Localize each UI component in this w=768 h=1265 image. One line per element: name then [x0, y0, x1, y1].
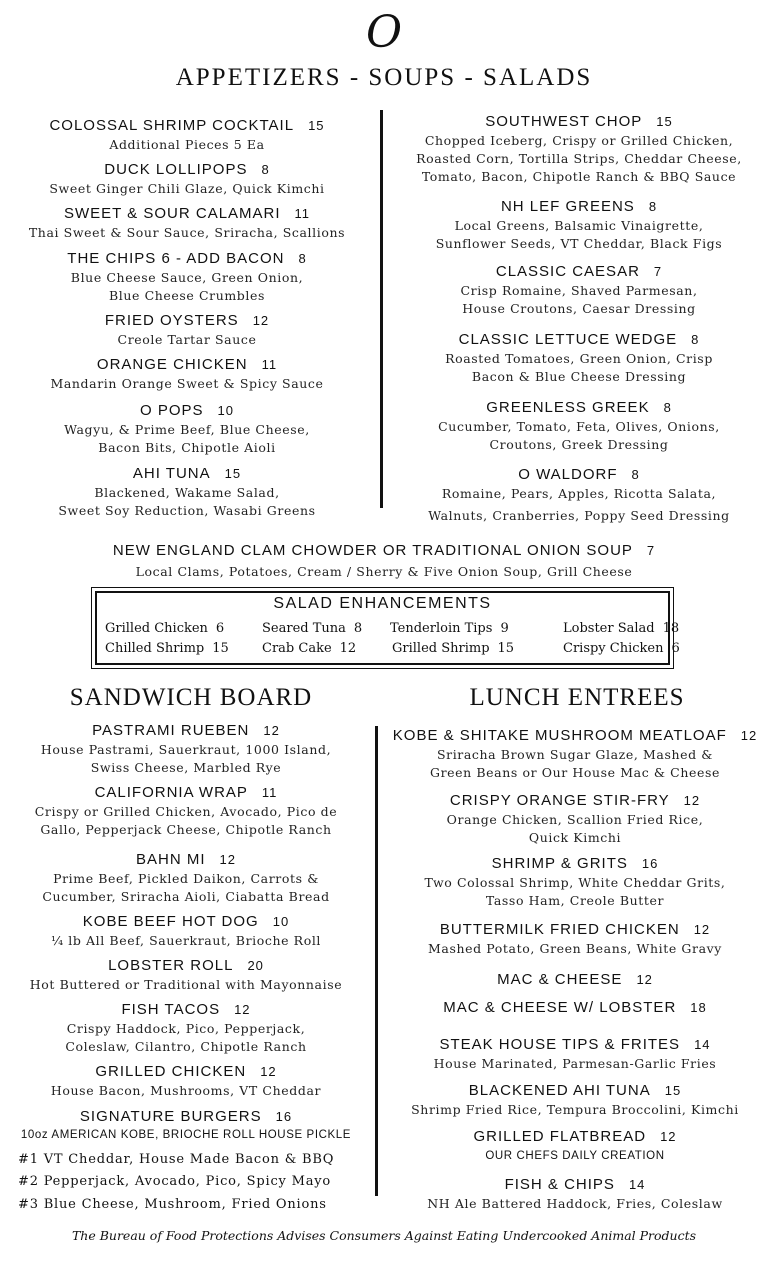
- item-price: 12: [252, 313, 270, 328]
- item-name: NEW ENGLAND CLAM CHOWDER OR TRADITIONAL ONION SOUP: [112, 542, 633, 559]
- menu-item: [0, 912, 372, 950]
- enhancement-item: [105, 641, 229, 656]
- item-desc: Mandarin Orange Sweet & Spicy Sauce: [50, 376, 324, 391]
- item-desc: Swiss Cheese, Marbled Rye: [90, 760, 282, 775]
- item-price: 16: [641, 856, 659, 871]
- item-name: SIGNATURE BURGERS: [79, 1108, 262, 1125]
- item-desc: Sriracha Brown Sugar Glaze, Mashed &: [436, 747, 714, 762]
- item-price: 8: [261, 162, 270, 177]
- item-desc: House Pastrami, Sauerkraut, 1000 Island,: [40, 742, 332, 757]
- lunch-entrees-title: LUNCH ENTREES: [469, 684, 685, 711]
- item-desc: Roasted Corn, Tortilla Strips, Cheddar Cheese,: [416, 151, 742, 166]
- food-safety-disclaimer: The Bureau of Food Protections Advises Consumers Against Eating Undercooked Animal Products: [71, 1228, 697, 1243]
- item-desc: Green Beans or Our House Mac & Cheese: [430, 765, 720, 780]
- item-price: 7: [653, 264, 663, 279]
- item-name: KOBE BEEF HOT DOG: [82, 913, 259, 930]
- item-price: 12: [234, 1002, 251, 1017]
- enhancement-name: Lobster Salad: [563, 621, 655, 636]
- burger-option: #1 VT Cheddar, House Made Bacon & BBQ: [18, 1152, 335, 1167]
- item-name: O POPS: [140, 402, 204, 419]
- enhancement-price: 6: [215, 621, 225, 636]
- enhancement-name: Chilled Shrimp: [105, 641, 205, 656]
- enhancement-item: [262, 641, 356, 656]
- enhancement-price: 15: [497, 641, 515, 656]
- item-name: CALIFORNIA WRAP: [94, 784, 248, 801]
- item-price: 12: [660, 1129, 677, 1144]
- menu-item: [384, 1175, 766, 1213]
- menu-item: [2, 464, 372, 520]
- item-price: 15: [224, 466, 242, 481]
- menu-item: [384, 1035, 766, 1073]
- enhancement-item: [105, 621, 224, 636]
- item-name: PASTRAMI RUEBEN: [92, 722, 250, 739]
- menu-item: [384, 1127, 766, 1162]
- item-desc: Thai Sweet & Sour Sauce, Sriracha, Scallions: [28, 225, 346, 240]
- menu-item: [2, 160, 372, 198]
- item-desc: Blackened, Wakame Salad,: [94, 485, 280, 500]
- item-desc: Crispy Haddock, Pico, Pepperjack,: [66, 1021, 306, 1036]
- item-desc: House Croutons, Caesar Dressing: [462, 301, 696, 316]
- item-desc: Bacon Bits, Chipotle Aioli: [98, 440, 276, 455]
- enhancement-name: Grilled Shrimp: [392, 641, 490, 656]
- item-desc: OUR CHEFS DAILY CREATION: [485, 1150, 665, 1162]
- burgers-subtitle: 10oz AMERICAN KOBE, BRIOCHE ROLL HOUSE PICKLE: [20, 1129, 352, 1141]
- enhancement-item: [563, 621, 679, 636]
- sandwich-board-title: SANDWICH BOARD: [69, 684, 313, 711]
- burgers-item: [0, 1107, 372, 1141]
- enhancement-item: [563, 641, 680, 656]
- item-name: KOBE & SHITAKE MUSHROOM MEATLOAF: [392, 727, 727, 744]
- item-price: 15: [664, 1083, 682, 1098]
- menu-item: [0, 721, 372, 777]
- item-desc: Chopped Iceberg, Crispy or Grilled Chicken,: [424, 133, 734, 148]
- item-desc: Local Greens, Balsamic Vinaigrette,: [454, 218, 704, 233]
- enhancement-price: 18: [662, 621, 680, 636]
- item-desc: Roasted Tomatoes, Green Onion, Crisp: [445, 351, 713, 366]
- menu-item: [0, 1062, 372, 1100]
- item-price: 8: [648, 199, 658, 214]
- item-desc: Croutons, Greek Dressing: [489, 437, 669, 452]
- enhancement-name: Crispy Chicken: [563, 641, 664, 656]
- item-name: STEAK HOUSE TIPS & FRITES: [439, 1036, 681, 1053]
- item-price: 8: [631, 467, 640, 482]
- item-desc: Sunflower Seeds, VT Cheddar, Black Figs: [435, 236, 723, 251]
- item-name: NH LEF GREENS: [500, 198, 635, 215]
- menu-item: [384, 791, 766, 847]
- item-price: 10: [217, 403, 234, 418]
- item-desc: Cucumber, Sriracha Aioli, Ciabatta Bread: [42, 889, 330, 904]
- item-name: AHI TUNA: [132, 465, 211, 482]
- item-name: BAHN MI: [136, 851, 206, 868]
- menu-item: [384, 970, 766, 990]
- item-price: 12: [740, 728, 758, 743]
- item-desc: NH Ale Battered Haddock, Fries, Coleslaw: [427, 1196, 723, 1211]
- menu-item: [0, 956, 372, 994]
- vertical-divider-bottom: [375, 726, 378, 1196]
- item-price: 16: [275, 1109, 293, 1124]
- item-name: GREENLESS GREEK: [486, 399, 650, 416]
- item-name: GRILLED FLATBREAD: [473, 1128, 647, 1145]
- item-desc: Crispy or Grilled Chicken, Avocado, Pico de: [34, 804, 338, 819]
- item-desc: Tasso Ham, Creole Butter: [485, 893, 665, 908]
- item-desc: Walnuts, Cranberries, Poppy Seed Dressing: [428, 508, 730, 523]
- enhancement-name: Tenderloin Tips: [390, 621, 493, 636]
- item-desc: Orange Chicken, Scallion Fried Rice,: [446, 812, 704, 827]
- item-desc: Hot Buttered or Traditional with Mayonnaise: [29, 977, 343, 992]
- item-price: 12: [263, 723, 280, 738]
- item-desc: Sweet Soy Reduction, Wasabi Greens: [58, 503, 316, 518]
- item-name: FRIED OYSTERS: [104, 312, 239, 329]
- item-desc: Crisp Romaine, Shaved Parmesan,: [460, 283, 698, 298]
- item-desc: Blue Cheese Sauce, Green Onion,: [70, 270, 304, 285]
- item-price: 12: [219, 852, 236, 867]
- item-name: LOBSTER ROLL: [108, 957, 234, 974]
- enhancement-price: 12: [339, 641, 357, 656]
- item-price: 12: [260, 1064, 277, 1079]
- item-desc: House Marinated, Parmesan-Garlic Fries: [433, 1056, 717, 1071]
- item-name: SOUTHWEST CHOP: [485, 113, 643, 130]
- item-desc: Shrimp Fried Rice, Tempura Broccolini, Kimchi: [411, 1102, 739, 1117]
- item-price: 15: [656, 114, 673, 129]
- menu-item: [392, 262, 766, 318]
- item-name: THE CHIPS 6 - ADD BACON: [67, 250, 285, 267]
- menu-item: [2, 401, 372, 457]
- soup-item: [0, 541, 768, 581]
- item-price: 14: [694, 1037, 711, 1052]
- item-price: 11: [261, 357, 278, 372]
- item-desc: Romaine, Pears, Apples, Ricotta Salata,: [441, 486, 717, 501]
- item-name: FISH & CHIPS: [504, 1176, 615, 1193]
- item-price: 8: [663, 400, 672, 415]
- item-price: 12: [636, 972, 653, 987]
- item-desc: Additional Pieces 5 Ea: [109, 137, 265, 152]
- menu-item: [2, 249, 372, 305]
- item-name: DUCK LOLLIPOPS: [104, 161, 248, 178]
- menu-item: [392, 330, 766, 386]
- enhancement-price: 9: [500, 621, 509, 636]
- menu-item: [0, 850, 372, 906]
- item-desc: Wagyu, & Prime Beef, Blue Cheese,: [64, 422, 310, 437]
- item-price: 11: [294, 206, 311, 221]
- menu-item: [2, 311, 372, 349]
- burger-option: #3 Blue Cheese, Mushroom, Fried Onions: [18, 1197, 327, 1212]
- menu-item: [384, 998, 766, 1018]
- item-name: COLOSSAL SHRIMP COCKTAIL: [49, 117, 295, 134]
- item-name: SHRIMP & GRITS: [491, 855, 628, 872]
- item-price: 14: [628, 1177, 646, 1192]
- burger-option: #2 Pepperjack, Avocado, Pico, Spicy Mayo: [18, 1174, 332, 1189]
- menu-item: [0, 783, 372, 839]
- item-price: 10: [272, 914, 290, 929]
- appetizers-title: APPETIZERS - SOUPS - SALADS: [175, 64, 593, 91]
- item-desc: Quick Kimchi: [528, 830, 622, 845]
- item-price: 11: [261, 785, 278, 800]
- item-name: MAC & CHEESE: [497, 971, 623, 988]
- item-name: MAC & CHEESE W/ LOBSTER: [443, 999, 677, 1016]
- menu-item: [384, 1081, 766, 1119]
- item-name: SWEET & SOUR CALAMARI: [63, 205, 281, 222]
- item-desc: Gallo, Pepperjack Cheese, Chipotle Ranch: [40, 822, 332, 837]
- menu-item: [0, 1000, 372, 1056]
- item-name: FISH TACOS: [121, 1001, 221, 1018]
- item-desc: Local Clams, Potatoes, Cream / Sherry & Five Onion Soup, Grill Cheese: [135, 564, 633, 579]
- item-desc: Two Colossal Shrimp, White Cheddar Grits,: [424, 875, 726, 890]
- item-name: CLASSIC CAESAR: [495, 263, 640, 280]
- vertical-divider-top: [380, 110, 383, 508]
- item-desc: Creole Tartar Sauce: [117, 332, 257, 347]
- menu-item: [2, 116, 372, 154]
- item-name: CRISPY ORANGE STIR-FRY: [449, 792, 670, 809]
- menu-item: [2, 204, 372, 242]
- enhancement-price: 8: [353, 621, 363, 636]
- item-desc: Sweet Ginger Chili Glaze, Quick Kimchi: [49, 181, 325, 196]
- item-price: 8: [298, 251, 307, 266]
- item-desc: Prime Beef, Pickled Daikon, Carrots &: [53, 871, 319, 886]
- item-price: 12: [683, 793, 701, 808]
- menu-item: [384, 920, 766, 958]
- menu-item: [392, 465, 766, 525]
- item-name: GRILLED CHICKEN: [95, 1063, 247, 1080]
- enhancement-price: 6: [671, 641, 680, 656]
- enhancement-name: Seared Tuna: [262, 621, 346, 636]
- item-price: 7: [646, 543, 656, 558]
- enhancement-item: [392, 641, 514, 656]
- item-name: BLACKENED AHI TUNA: [468, 1082, 651, 1099]
- item-desc: Coleslaw, Cilantro, Chipotle Ranch: [65, 1039, 307, 1054]
- item-name: CLASSIC LETTUCE WEDGE: [458, 331, 678, 348]
- item-name: ORANGE CHICKEN: [96, 356, 248, 373]
- menu-item: [392, 112, 766, 186]
- enhancement-item: [390, 621, 509, 636]
- item-name: BUTTERMILK FRIED CHICKEN: [439, 921, 680, 938]
- item-desc: Tomato, Bacon, Chipotle Ranch & BBQ Sauce: [421, 169, 737, 184]
- item-price: 12: [693, 922, 711, 937]
- item-price: 18: [690, 1000, 707, 1015]
- enhancement-price: 15: [212, 641, 229, 656]
- enhancement-name: Grilled Chicken: [105, 621, 208, 636]
- item-name: O WALDORF: [518, 466, 618, 483]
- menu-item: [392, 398, 766, 454]
- enhancements-title: SALAD ENHANCEMENTS: [273, 595, 492, 612]
- item-price: 15: [308, 118, 325, 133]
- item-desc: House Bacon, Mushrooms, VT Cheddar: [50, 1083, 322, 1098]
- item-desc: Bacon & Blue Cheese Dressing: [471, 369, 687, 384]
- item-desc: Blue Cheese Crumbles: [108, 288, 266, 303]
- item-desc: Mashed Potato, Green Beans, White Gravy: [428, 941, 722, 956]
- enhancement-name: Crab Cake: [262, 641, 332, 656]
- item-price: 20: [247, 958, 264, 973]
- item-price: 8: [691, 332, 700, 347]
- item-desc: Cucumber, Tomato, Feta, Olives, Onions,: [438, 419, 720, 434]
- logo: O: [365, 7, 403, 58]
- menu-item: [2, 355, 372, 393]
- item-desc: ¼ lb All Beef, Sauerkraut, Brioche Roll: [50, 933, 322, 948]
- menu-item: [384, 854, 766, 910]
- menu-item: [392, 197, 766, 253]
- menu-item: [384, 726, 766, 782]
- enhancement-item: [262, 621, 362, 636]
